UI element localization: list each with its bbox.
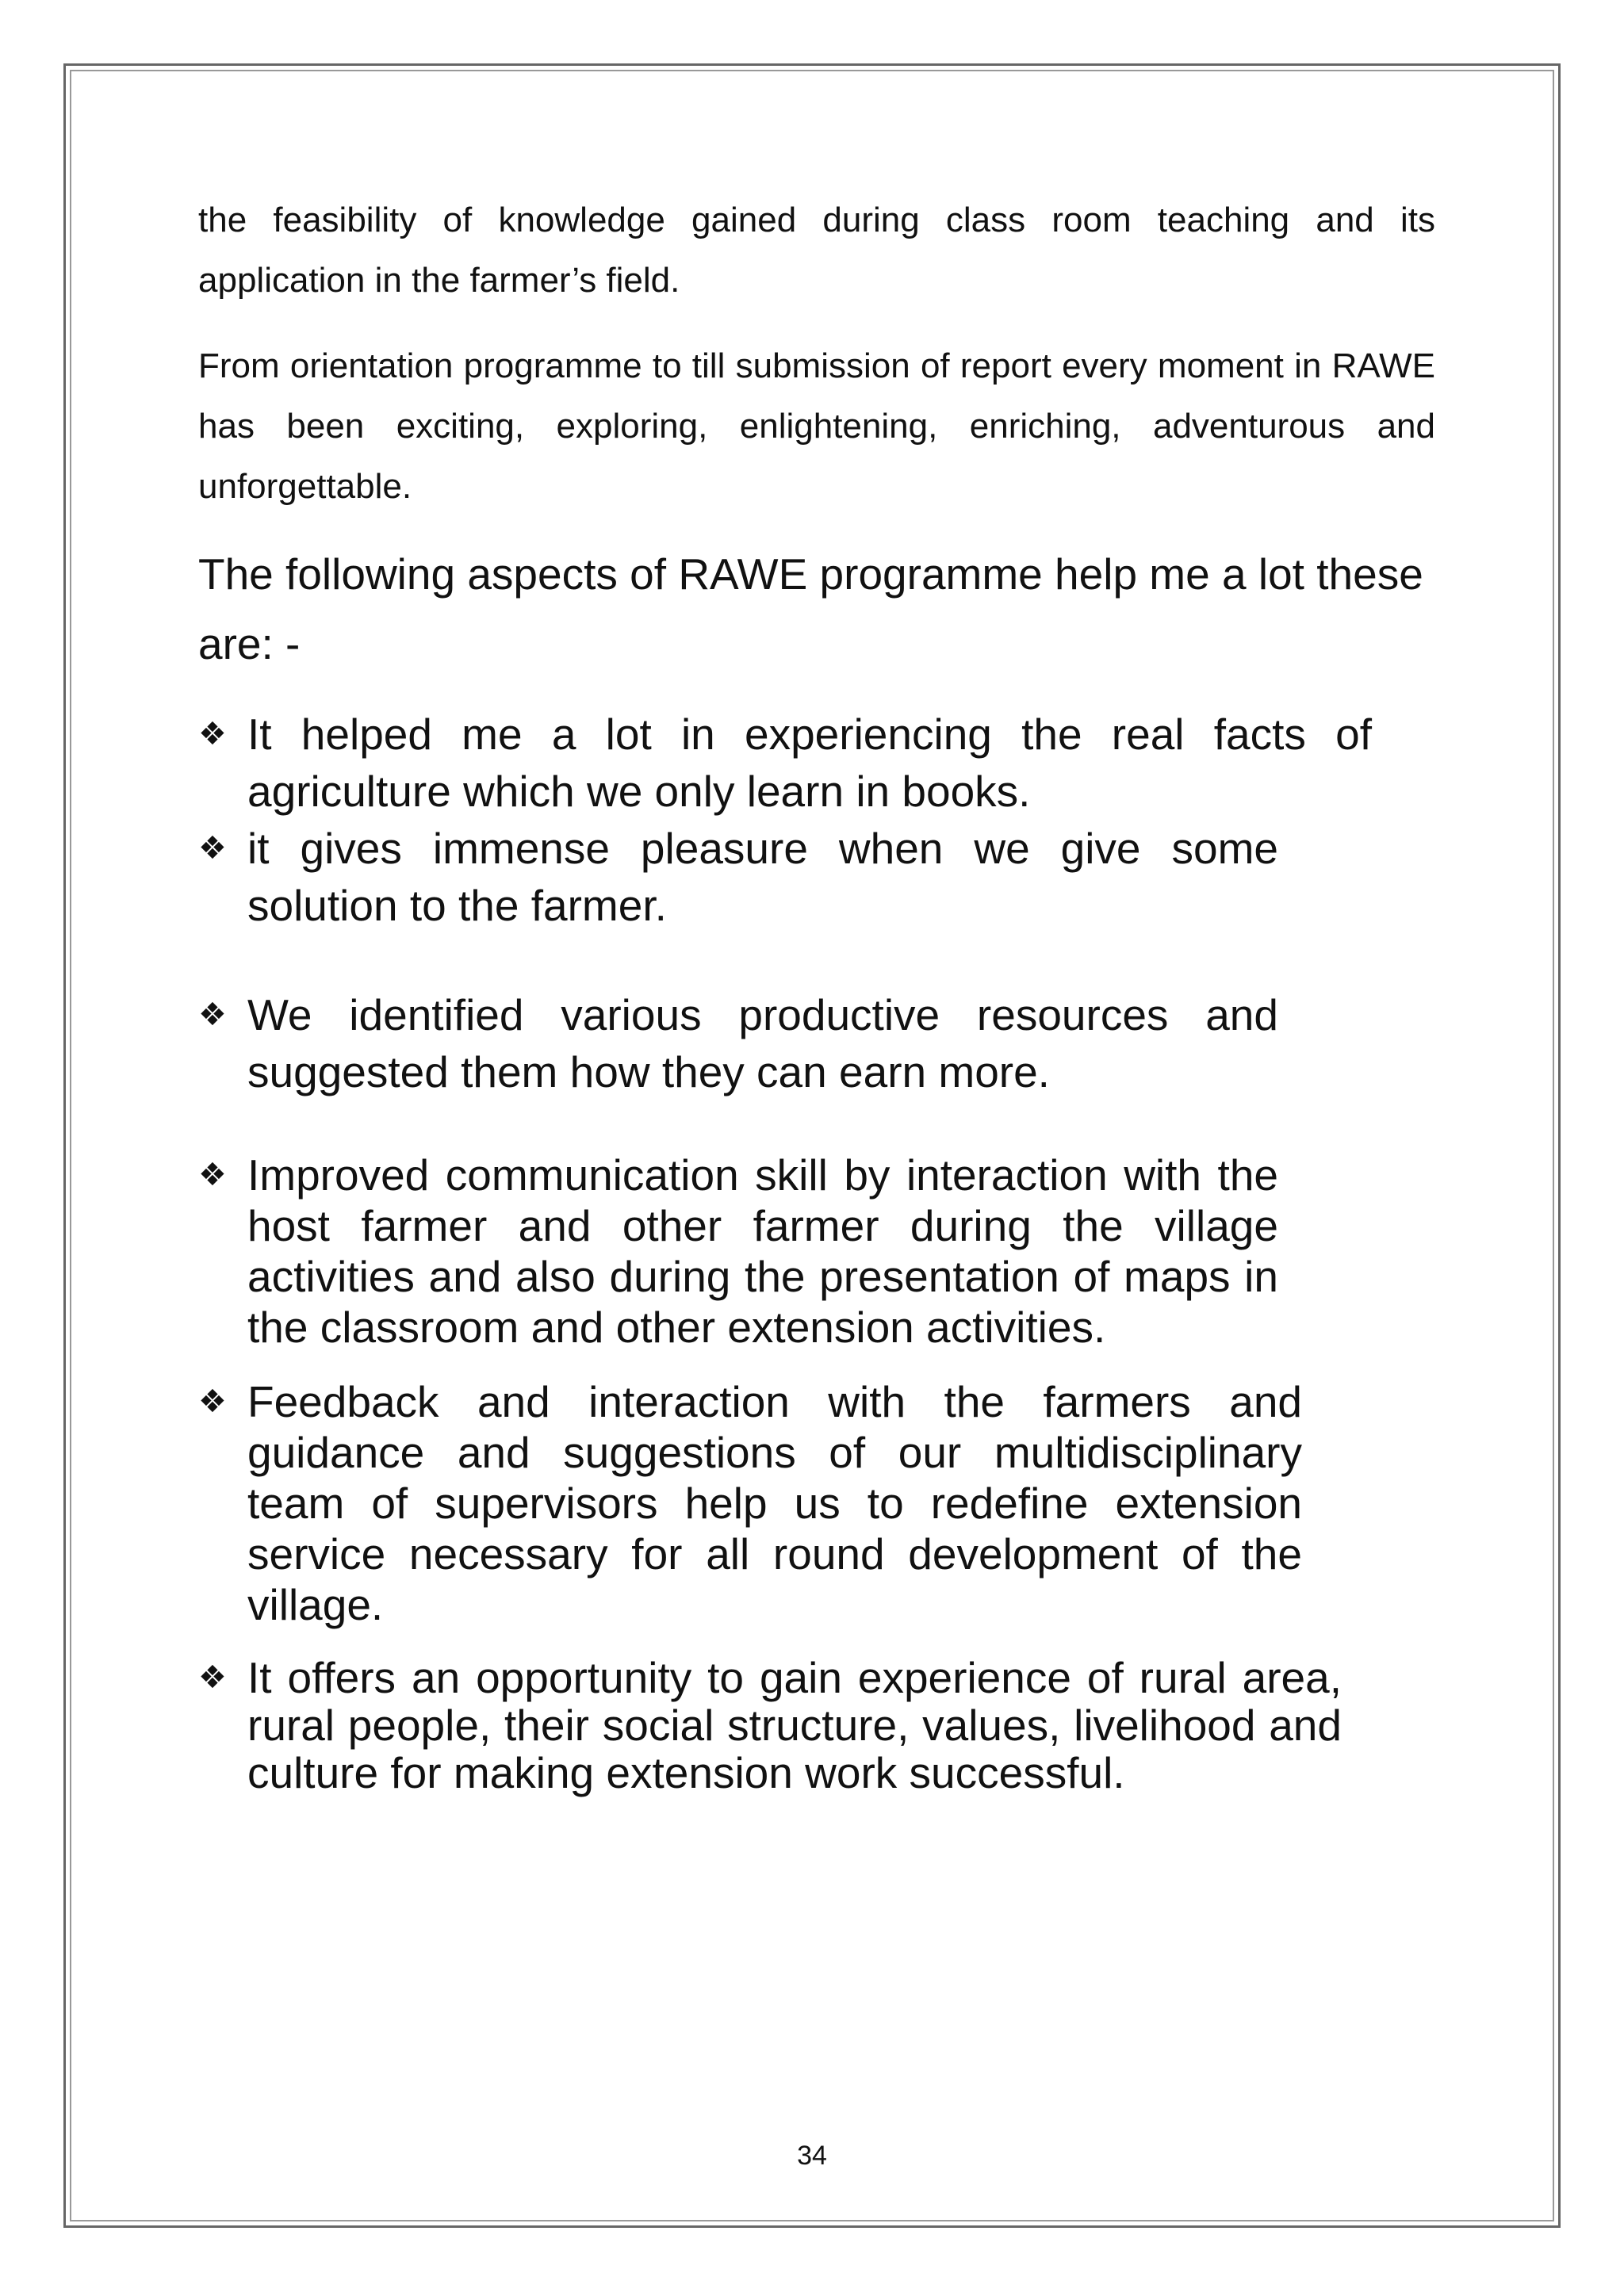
list-item-text: Improved communication skill by interaction with the host farmer and other farmer during the village activities and also during the presentation of maps in the classroom and other extension activities. [247,1150,1278,1352]
list-item [198,1376,1302,1630]
list-item [198,820,1278,934]
list-item-text: It helped me a lot in experiencing the real facts of agriculture which we only learn in books. [247,710,1372,816]
page-number: 34 [797,2141,827,2171]
aspects-intro: The following aspects of RAWE programme help me a lot these are: - [198,549,1423,668]
list-item [198,1654,1342,1797]
paragraph-rawe-moments: From orientation programme to till submission of report every moment in RAWE has been exciting, exploring, enlightening, enriching, adventurous and unforgettable. [198,346,1435,506]
diamond-bullet-icon: ❖ [198,1383,227,1420]
list-item-text: We identified various productive resources and suggested them how they can earn more. [247,990,1278,1096]
diamond-bullet-icon: ❖ [198,830,227,867]
list-item-text: it gives immense pleasure when we give some solution to the farmer. [247,824,1278,930]
list-item [198,1150,1278,1353]
diamond-bullet-icon: ❖ [198,716,227,752]
diamond-bullet-icon: ❖ [198,1659,227,1696]
list-item [198,706,1372,820]
list-item [198,986,1278,1100]
diamond-bullet-icon: ❖ [198,997,227,1033]
aspects-list [198,706,1435,1797]
diamond-bullet-icon: ❖ [198,1157,227,1193]
list-item-text: Feedback and interaction with the farmers and guidance and suggestions of our multidisciplinary team of supervisors help us to redefine extension service necessary for all round development of the village. [247,1377,1302,1629]
paragraph-continuation: the feasibility of knowledge gained during class room teaching and its application in the farmer’s field. [198,201,1435,300]
page-content [198,190,1435,1797]
list-item-text: It offers an opportunity to gain experience of rural area, rural people, their social structure, values, livelihood and culture for making extension work successful. [247,1653,1342,1797]
